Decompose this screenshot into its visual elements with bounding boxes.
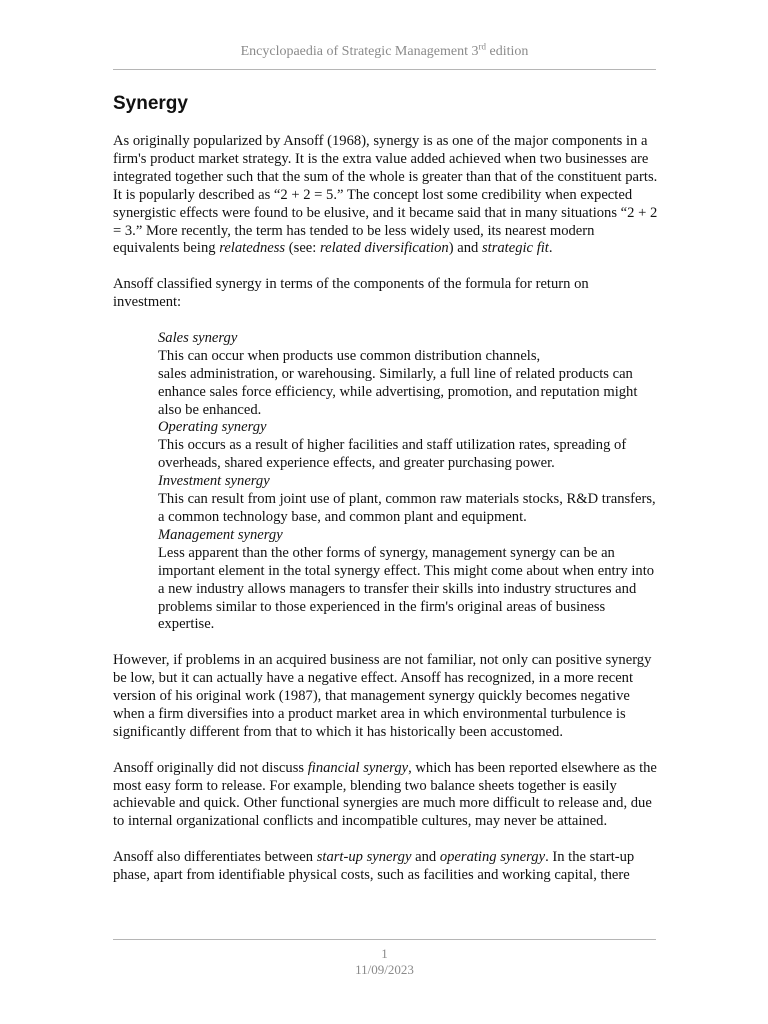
paragraph-negative-synergy: However, if problems in an acquired business are not familiar, not only can positive synergy be low, but it can actually have a negative effect. Ansoff has recognized, in a more recent version of his original work (1987), that management synergy quickly becomes negative when a firm diversifies into a product market area in which environmental turbulence is significantly different from that to which it has historically been accustomed. [113,652,652,740]
text-run: . In the start-up phase, apart from identifiable physical costs, such as facilities and working capital, there [113,849,635,884]
page-title: Synergy [113,93,188,114]
italic-term: relatedness [219,240,286,257]
component-term: Operating synergy [158,419,267,436]
paragraph-definition [113,133,658,258]
component-desc: Less apparent than the other forms of synergy, management synergy can be an important element in the total synergy effect. This might come about when entry into a new industry allows managers to transfer their skills into industry structures and problems similar to those experienced in the firm's original areas of business expertise. [158,544,655,633]
component-term: Management synergy [158,526,283,543]
component-desc: This occurs as a result of higher facilities and staff utilization rates, spreading of overheads, shared experience effects, and greater purchasing power. [158,437,627,472]
italic-term: financial synergy [307,759,409,776]
text-run: , which has been reported elsewhere as the most easy form to release. For example, blending two balance sheets together is easily achievable and quick. Other functional synergies are much more difficult to release and, due to internal organizational conflicts and incompatible cultures, may never be attained. [113,759,657,830]
header-rule [113,69,656,70]
footer-rule [113,939,656,940]
text-run: (see: [285,240,320,257]
text-run: and [411,849,440,866]
component-desc: sales administration, or warehousing. Similarly, a full line of related products can enhance sales force efficiency, while advertising, promotion, and reputation might also be enhanced. [158,365,638,418]
paragraph-financial-synergy [113,760,658,832]
italic-term: related diversification [319,240,449,257]
article-body [113,133,658,885]
component-term: Investment synergy [158,473,270,490]
paragraph-startup-synergy [113,849,658,885]
text-run: Ansoff also differentiates between [113,849,317,866]
running-header [113,41,656,60]
footer-date: 11/09/2023 [355,962,414,977]
text-run: As originally popularized by Ansoff (1968), synergy is as one of the major components in a firm's product market strategy. It is the extra value added achieved when two businesses are integrated together such that the sum of the whole is greater than that of the constituent parts. It is popularly described as “2 + 2 = 5.” The concept lost some credibility when expected synergistic effects were found to be elusive, and it became said that in many situations “2 + 2 = 3.” More recently, the term has tended to be less widely used, its nearest modern equivalents being [113,133,658,257]
paragraph-classification: Ansoff classified synergy in terms of the components of the formula for return on investment: [113,276,589,311]
component-desc: This can result from joint use of plant, common raw materials stocks, R&D transfers, a common technology base, and common plant and equipment. [158,491,656,525]
component-term: Sales synergy [158,329,238,346]
component-desc: This can occur when products use common distribution channels, [158,347,541,364]
header-superscript: rd [478,41,486,52]
synergy-components-list [158,330,658,634]
italic-term: strategic fit [481,240,549,257]
text-run: ) and [448,240,482,257]
page-footer [113,946,656,978]
text-run: Ansoff originally did not discuss [113,759,308,776]
header-text-suffix: edition [486,44,529,59]
header-text: Encyclopaedia of Strategic Management 3 [240,44,479,59]
text-run: . [548,240,553,257]
italic-term: operating synergy [439,849,546,866]
italic-term: start-up synergy [316,849,412,866]
page-number: 1 [381,946,388,961]
